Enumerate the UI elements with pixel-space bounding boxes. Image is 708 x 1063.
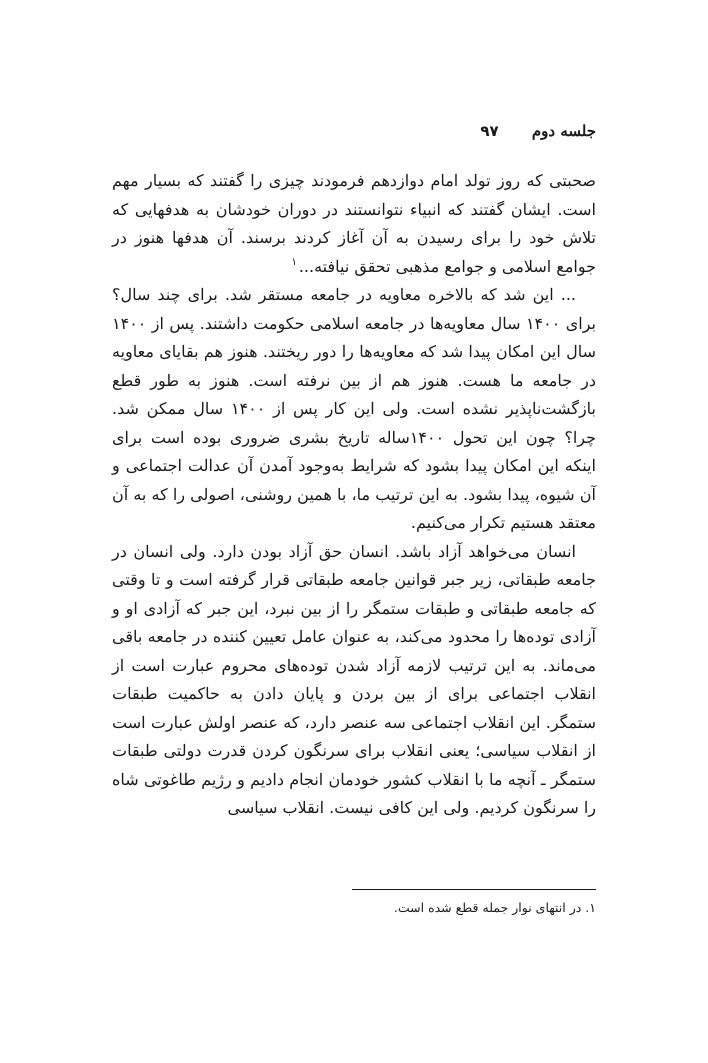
footnote-reference: ۱: [291, 257, 297, 269]
running-header: [112, 122, 596, 146]
paragraph-3: انسان می‌خواهد آزاد باشد. انسان حق آزاد بودن دارد. ولی انسان در جامعه طبقاتی، زیر جبر قوانین جامعه طبقاتی قرار گرفته است و تا وقتی که جامعه طبقاتی و طبقات ستمگر را از بین نبرد، این جبر که آزادی او و آزادی توده‌ها را محدود می‌کند، به عنوان عامل تعیین کننده در جامعه باقی می‌ماند. به این ترتیب لازمه آزاد شدن توده‌های محروم عبارت است از انقلاب اجتماعی برای از بین بردن و پایان دادن به حاکمیت طبقات ستمگر. این انقلاب اجتماعی سه عنصر دارد، که عنصر اولش عبارت است از انقلاب سیاسی؛ یعنی انقلاب برای سرنگون کردن قدرت دولتی طبقات ستمگر ـ آنچه ما با انقلاب کشور خودمان انجام دادیم و رژیم طاغوتی شاه را سرنگون کردیم. ولی این کافی نیست. انقلاب سیاسی: [112, 541, 597, 817]
page-number: ۹۷: [480, 122, 499, 140]
paragraph-1-text: صحبتی که روز تولد امام دوازدهم فرمودند چیزی را گفتند که بسیار مهم است. ایشان گفتند که انبیاء نتوانستند در دوران خودشان به هدفهایی که تلاش خود را برای رسیدن به آن آغاز کردند برسند. آن هدفها هنوز در جوامع اسلامی و جوامع مذهبی تحقق نیافته...: [112, 171, 597, 276]
paragraph-2: ... این شد که بالاخره معاویه در جامعه مستقر شد. برای چند سال؟ برای ۱۴۰۰ سال معاویه‌ها در جامعه اسلامی حکومت داشتند. پس از ۱۴۰۰ سال این امکان پیدا شد که معاویه‌ها را دور ریختند. هنوز هم بقایای معاویه در جامعه ما هست. هنوز هم از بین نرفته است. هنوز به طور قطع بازگشت‌ناپذیر نشده است. ولی این کار پس از ۱۴۰۰ سال ممکن شد. چرا؟ چون این تحول ۱۴۰۰ساله تاریخ بشری ضروری بوده است برای اینکه این امکان پیدا بشود که شرایط به‌وجود آمدن آن عدالت اجتماعی و آن شیوه، پیدا بشود. به این ترتیب ما، با همین روشنی، اصولی را که به آن معتقد هستیم تکرار می‌کنیم.: [112, 285, 597, 532]
footnote: ۱. در انتهای نوار جمله قطع شده است.: [393, 900, 596, 915]
body-text: [112, 167, 596, 823]
paragraph-1: [112, 167, 596, 281]
footnote-divider: [352, 889, 596, 890]
chapter-title: جلسه دوم: [531, 122, 596, 140]
